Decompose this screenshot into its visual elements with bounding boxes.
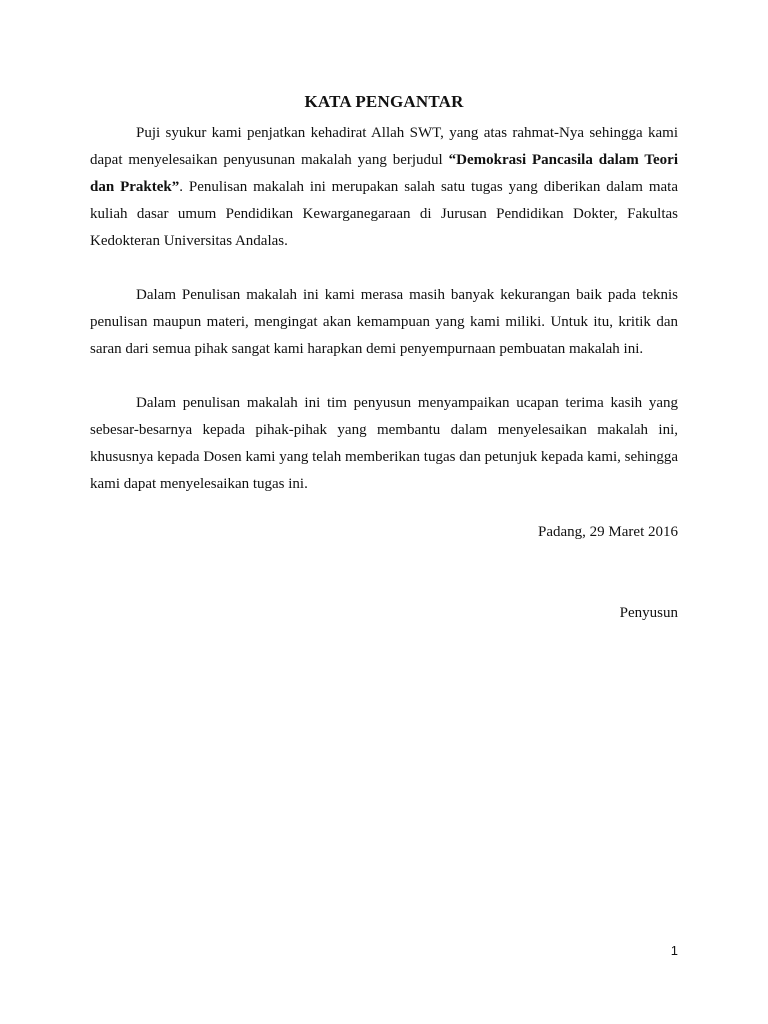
place-date: Padang, 29 Maret 2016 — [538, 524, 678, 540]
paragraph-3: Dalam penulisan makalah ini tim penyusun menyampaikan ucapan terima kasih yang sebesar-besarnya kepada pihak-pihak yang membantu dalam menyelesaikan makalah ini, khususnya kepada Dosen kami yang telah memberikan tugas dan petunjuk kepada kami, sehingga kami dapat menyelesaikan tugas ini. — [90, 395, 678, 492]
paragraph-1-text-end: . Penulisan makalah ini merupakan salah satu tugas yang diberikan dalam mata kuliah dasar umum Pendidikan Kewarganegaraan di Jurusan Pendidikan Dokter, Fakultas Kedokteran Universitas Andalas. — [90, 179, 679, 249]
paper-title-reference: “Demokrasi Pancasila dalam Teori dan Praktek” — [90, 152, 678, 195]
document-body — [90, 120, 678, 498]
page-number: 1 — [670, 943, 678, 958]
paragraph-1-text-start: Puji syukur kami penjatkan kehadirat Allah SWT, yang atas rahmat-Nya sehingga kami dapat menyelesaikan penyusunan makalah yang berjudul — [90, 125, 678, 168]
paragraph-1 — [90, 120, 678, 255]
page-title: KATA PENGANTAR — [304, 92, 464, 111]
signer-label: Penyusun — [619, 605, 678, 621]
paragraph-2: Dalam Penulisan makalah ini kami merasa masih banyak kekurangan baik pada teknis penulisan maupun materi, mengingat akan kemampuan yang kami miliki. Untuk itu, kritik dan saran dari semua pihak sangat kami harapkan demi penyempurnaan pembuatan makalah ini. — [90, 287, 678, 357]
